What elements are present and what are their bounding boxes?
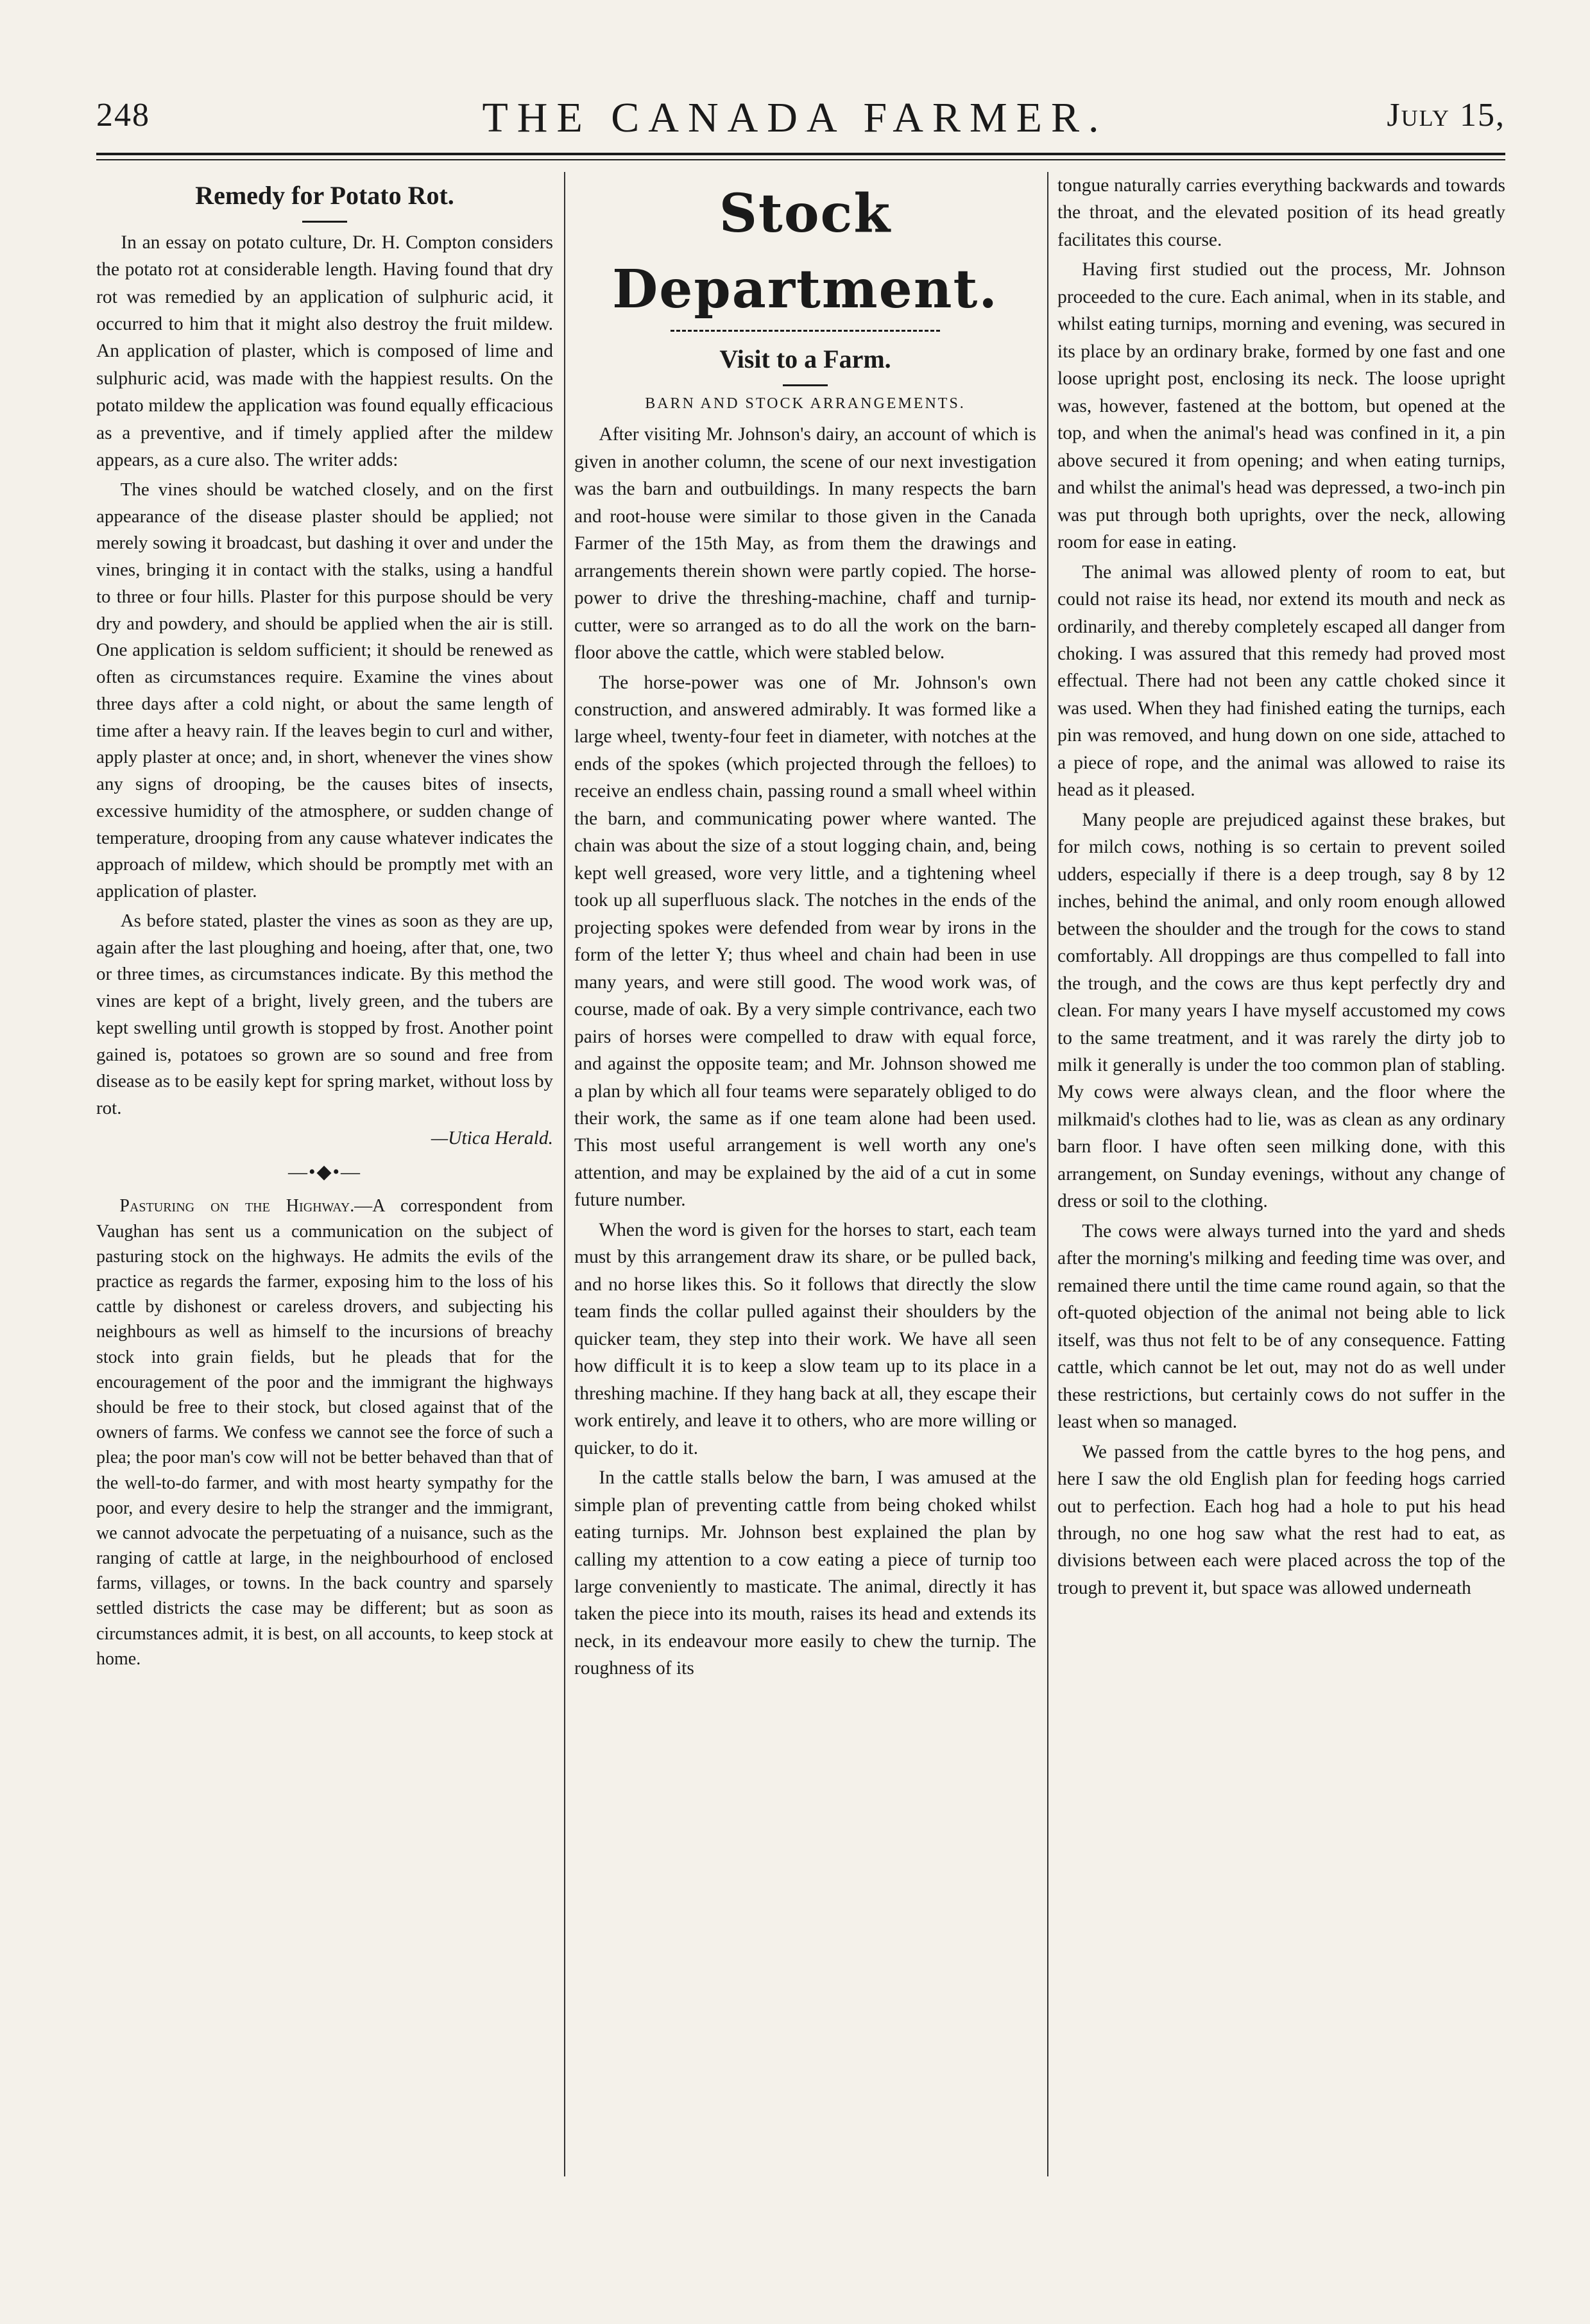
quoted-paragraph: The vines should be watched closely, and on the first appearance of the disease plaster should be applied; not merely sowing it broadcast, but dashing it over and under the vines, bringing it in contact with the stalks, using a handful to three or four hills. Plaster for this purpose should be very dry and powdery, and should be applied when the air is still. One application is seldom sufficient; it should be renewed as often as circumstances require. Examine the vines about three days after a cold night, or about the same length of time after a heavy rain. If the leaves begin to curl and wither, apply plaster at once; and, in short, whenever the vines show any signs of drooping, be the causes bites of insects, excessive humidity of the atmosphere, or sudden change of temperature, drooping from any cause whatever indicates the approach of mildew, which should be promptly met with an application of plaster. [96, 479, 553, 902]
quoted-paragraph: As before stated, plaster the vines as soon as they are up, again after the last ploughing and hoeing, after that, one, two or three times, as circumstances indicate. By this method the vines are kept of a bright, lively green, and the tubers are kept swelling until growth is stopped by frost. Another point gained is, potatoes so grown are so sound and free from disease as to be easily kept for spring market, without loss by rot. [96, 910, 553, 1119]
article-subheading: BARN AND STOCK ARRANGEMENTS. [645, 395, 966, 412]
paragraph-pasturing [96, 1193, 553, 1671]
paragraph: Having first studied out the process, Mr. Johnson proceeded to the cure. Each animal, when in its stable, and whilst eating turnips, morning and evening, was secured in its place by an ordinary brake, formed by one fast and one loose upright post, enclosing its neck. The loose upright was, however, fastened at the bottom, but opened at the top, and when the animal's head was confined in it, a pin above secured it from opening; and when eating turnips, and whilst the animal's head was depressed, a two-inch pin was put through both uprights, over the neck, allowing room for ease in eating. [1057, 259, 1505, 553]
paragraph: The horse-power was one of Mr. Johnson's own construction, and answered admirably. It was formed like a large wheel, twenty-four feet in diameter, with notches at the ends of the spokes (which projected through the felloes) to receive an endless chain, passing round a small wheel within the barn, and communicating power where wanted. The chain was about the size of a stout logging chain, and, being kept well greased, wore very little, and a tightening wheel took up all superfluous slack. The notches in the ends of the projecting spokes were defended from wear by irons in the form of the letter Y; thus wheel and chain had been in use many years, and were still good. The wood work was, of course, made of oak. By a very simple contrivance, each two pairs of horses were compelled to draw with equal force, and against the opposite team; and Mr. Johnson showed me a plan by which all four teams were separately obliged to do their work, the same as if one team alone had been used. This most useful arrangement is well worth any one's attention, and may be explained by the aid of a cut in some future number. [574, 672, 1036, 1211]
header-rule-thin [96, 159, 1505, 160]
column-left [96, 172, 553, 2176]
column-divider [564, 172, 565, 2176]
paragraph: When the word is given for the horses to start, each team must by this arrangement draw its share, or be pulled back, and no horse likes this. So it follows that directly the slow team finds the collar pulled against their shoulders by the quicker team, they step into their work. We have all seen how difficult it is to keep a slow team up to its place in a threshing machine. If they hang back at all, they escape their work entirely, and leave it to others, who are more willing or quicker, to do it. [574, 1219, 1036, 1458]
paragraph: Many people are prejudiced against these brakes, but for milch cows, nothing is so certain to prevent soiled udders, especially if there is a deep trough, say 8 by 12 inches, behind the animal, and only room enough allowed between the shoulder and the trough for the cows to stand comfortably. All droppings are thus compelled to fall into the trough, and the cows are thus kept perfectly dry and clean. For many years I have myself accustomed my cows to the same treatment, and it was rarely the dirty job to milk it generally is under the too common plan of stabling. My cows were always clean, and the floor where the milkmaid's clothes had to lie, was as clean as any ordinary barn floor. I have often seen milking done, with this arrangement, on Sunday evenings, without any change of dress or soil to the clothing. [1057, 809, 1505, 1212]
paragraph: In an essay on potato culture, Dr. H. Compton considers the potato rot at considerable length. Having found that dry rot was remedied by an application of sulphuric acid, it occurred to him that it might also destroy the fruit mildew. An application of plaster, which is composed of lime and sulphuric acid, was made with the happiest results. On the potato mildew the application was found equally efficacious as a preventive, and if timely applied after the mildew appears, as a cure also. The writer adds: [96, 232, 553, 471]
paragraph: The animal was allowed plenty of room to eat, but could not raise its head, nor extend its mouth and neck as ordinarily, and thereby completely escaped all danger from choking. I was assured that this remedy had proved most effectual. There had not been any cattle choked since it was used. When they had finished eating the turnips, each pin was removed, and hung down on one side, attached to a piece of rope, and the animal was allowed to raise its head as it pleased. [1057, 561, 1505, 801]
column-middle [574, 172, 1036, 2176]
column-divider [1047, 172, 1048, 2176]
paragraph: In the cattle stalls below the barn, I was amused at the simple plan of preventing cattle from being choked whilst eating turnips. Mr. Johnson best explained the plan by calling my attention to a cow eating a piece of turnip too large conveniently to masticate. The animal, directly it has taken the piece into its mouth, raises its head and extends its neck, in its endeavour more easily to chew the turnip. The roughness of its [574, 1467, 1036, 1679]
department-rule [671, 330, 940, 332]
paragraph-continued: tongue naturally carries everything backwards and towards the throat, and the elevated position of its head greatly facilitates this course. [1057, 175, 1505, 250]
paragraph: We passed from the cattle byres to the hog pens, and here I saw the old English plan for feeding hogs carried out to perfection. Each hog had a hole to put his head through, no one hog saw what the rest had to eat, as divisions between each were placed across the top of the trough to prevent it, but space was allowed underneath [1057, 1441, 1505, 1598]
masthead-title: THE CANADA FARMER. [482, 94, 1108, 141]
header-rule-thick [96, 153, 1505, 155]
title-rule [783, 384, 828, 386]
page-header [0, 0, 1590, 173]
paragraph: The cows were always turned into the yard and sheds after the morning's milking and feeding time was over, and remained there until the time came round again, so that the oft-quoted objection of the animal not being able to lick itself, was thus not felt to be of any consequence. Fatting cattle, which cannot be let out, may not do as well under these restrictions, but certainly cows do not suffer in the least when so managed. [1057, 1220, 1505, 1433]
article-title-potato-rot: Remedy for Potato Rot. [195, 181, 454, 210]
department-heading: Stock Department. [612, 183, 998, 321]
source-attribution: —Utica Herald. [431, 1127, 553, 1149]
issue-date: July 15, [1387, 97, 1505, 133]
lead-in-heading: Pasturing on the Highway. [119, 1196, 355, 1217]
title-rule [302, 221, 347, 223]
section-ornament: —•◆•— [287, 1161, 362, 1183]
paragraph: After visiting Mr. Johnson's dairy, an account of which is given in another column, the scene of our next investigation was the barn and outbuildings. In many respects the barn and root-house were similar to those given in the Canada Farmer of the 15th May, as from them the drawings and arrangements therein shown were partly copied. The horse-power to drive the threshing-machine, chaff and turnip-cutter, were so arranged as to do all the work on the barn-floor above the cattle, which were stabled below. [574, 424, 1036, 663]
article-title-visit: Visit to a Farm. [719, 345, 891, 374]
paragraph-text: —A correspondent from Vaughan has sent us a communication on the subject of pasturing stock on the highways. He admits the evils of the practice as regards the farmer, exposing him to the loss of his cattle by dishonest or careless drovers, and subjecting his neighbours as well as himself to the incursions of breachy stock into grain fields, but he pleads that for the encouragement of the poor and the immigrant the highways should be free to their stock, but closed against that of the owners of farms. We confess we cannot see the force of such a plea; the poor man's cow will not be better behaved than that of the well-to-do farmer, and with most hearty sympathy for the poor, and every desire to help the stranger and the immigrant, we cannot advocate the perpetuating of a nuisance, such as the ranging of cattle at large, in the neighbourhood of enclosed farms, villages, or towns. In the back country and sparsely settled districts the case may be different; but as soon as circumstances admit, it is best, on all accounts, to keep stock at home. [96, 1196, 553, 1669]
page-number: 248 [96, 97, 150, 133]
column-right [1057, 172, 1505, 2176]
